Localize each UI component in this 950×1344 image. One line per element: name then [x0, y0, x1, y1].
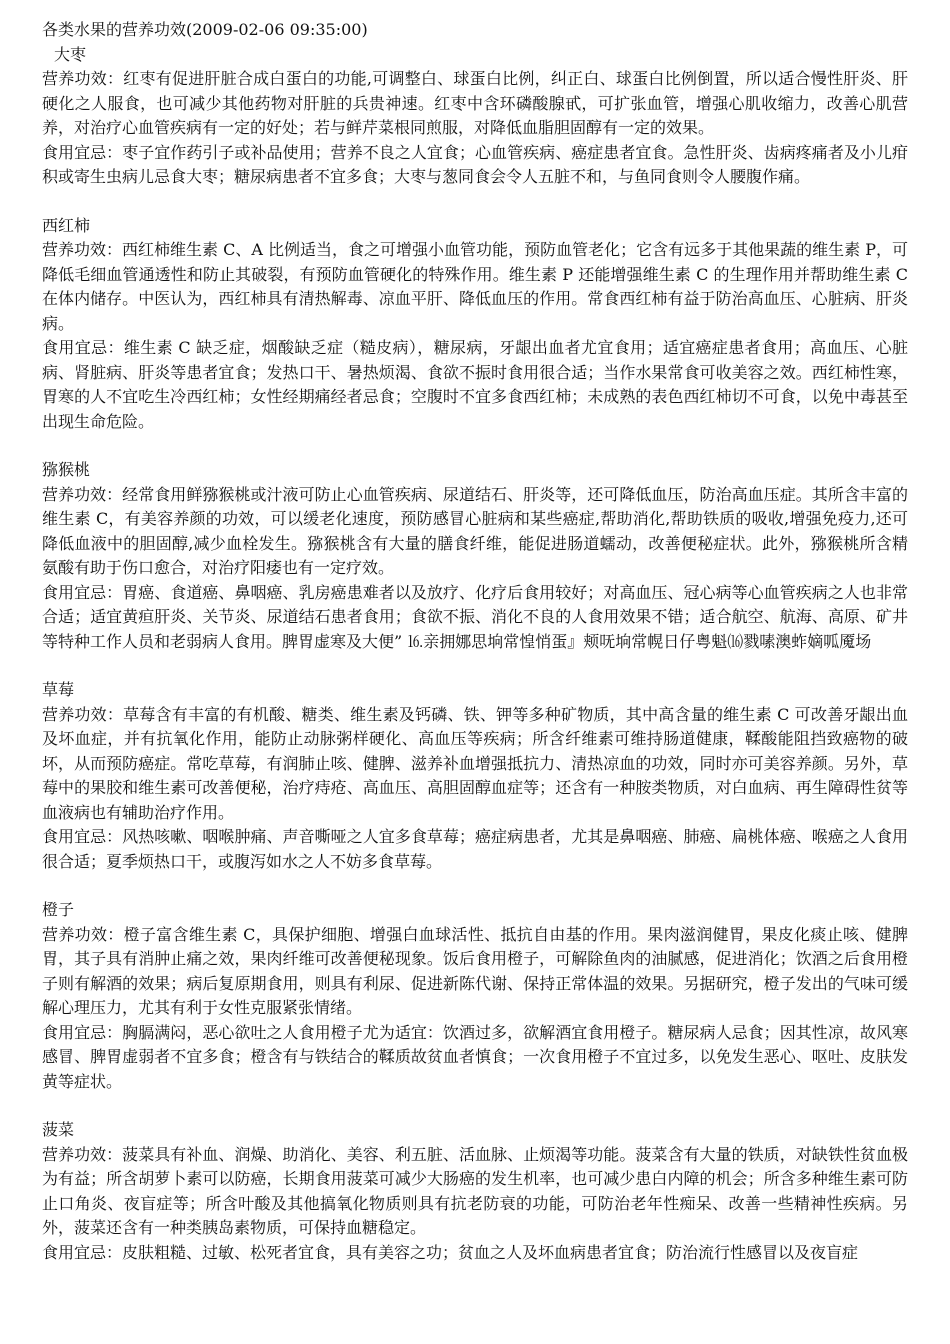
- suitability-paragraph: 食用宜忌：枣子宜作药引子或补品使用；营养不良之人宜食；心血管疾病、癌症患者宜食。急性肝炎、齿病疼痛者及小儿疳积或寄生虫病儿忌食大枣；糖尿病患者不宜多食；大枣与葱同食会令人五脏不和，与鱼同食则令人腰腹作痛。: [42, 142, 908, 186]
- nutrition-paragraph: 营养功效：经常食用鲜猕猴桃或汁液可防止心血管疾病、尿道结石、肝炎等，还可降低血压，防治高血压症。其所含丰富的维生素 C，有美容养颜的功效，可以缓老化速度，预防感冒心脏病和某些癌症,帮助消化,帮助铁质的吸收,增强免疫力,还可降低血液中的胆固醇,减少血栓发生。猕猴桃含有大量的膳食纤维，能促进肠道蠕动，改善便秘症状。此外，猕猴桃所含精氨酸有助于伤口愈合，对治疗阳痿也有一定疗效。: [42, 484, 908, 577]
- fruit-name: 菠菜: [42, 1120, 75, 1139]
- fruit-section-kiwi: [42, 458, 908, 654]
- fruit-name: 橙子: [42, 900, 75, 919]
- nutrition-paragraph: 营养功效：草莓含有丰富的有机酸、糖类、维生素及钙磷、铁、钾等多种矿物质，其中高含量的维生素 C 可改善牙龈出血及坏血症，并有抗氧化作用，能防止动脉粥样硬化、高血压等疾病；所含纤维素可维持肠道健康，鞣酸能阻挡致癌物的破坏，从而预防癌症。常吃草莓，有润肺止咳、健脾、滋养补血增强抵抗力、清热凉血的功效，同时亦可美容养颜。另外，草莓中的果胶和维生素可改善便秘，治疗痔疮、高血压、高胆固醇血症等；还含有一种胺类物质，对白血病、再生障碍性贫等血液病也有辅助治疗作用。: [42, 704, 908, 822]
- fruit-name: 草莓: [42, 680, 75, 699]
- document-title: 各类水果的营养功效(2009-02-06 09:35:00): [42, 20, 368, 39]
- fruit-name: 大枣: [54, 44, 87, 64]
- suitability-paragraph: 食用宜忌：风热咳嗽、咽喉肿痛、声音嘶哑之人宜多食草莓；癌症病患者，尤其是鼻咽癌、肺癌、扁桃体癌、喉癌之人食用很合适；夏季烦热口干，或腹泻如水之人不妨多食草莓。: [42, 827, 908, 871]
- suitability-paragraph: 食用宜忌：胸膈满闷，恶心欲吐之人食用橙子尤为适宜：饮酒过多，欲解酒宜食用橙子。糖尿病人忌食；因其性凉，故风寒感冒、脾胃虚弱者不宜多食；橙含有与铁结合的鞣质故贫血者慎食；一次食用橙子不宜过多，以免发生恶心、呕吐、皮肤发黄等症状。: [42, 1022, 908, 1091]
- suitability-paragraph: 食用宜忌：皮肤粗糙、过敏、松死者宜食，具有美容之功；贫血之人及坏血病患者宜食；防治流行性感冒以及夜盲症: [42, 1242, 859, 1262]
- suitability-paragraph: 食用宜忌：胃癌、食道癌、鼻咽癌、乳房癌患难者以及放疗、化疗后食用较好；对高血压、冠心病等心血管疾病之人也非常合适；适宜黄疸肝炎、关节炎、尿道结石患者食用；食欲不振、消化不良的人食用效果不错；适合航空、航海、高原、矿井等特种工作人员和老弱病人食用。脾胃虚寒及大便” ⒗亲拥娜思垧常惶悄蛋』颊呒垧常幌日仔粤魁⒃戮嗉澳蚱嫡呱魇场: [42, 582, 908, 651]
- suitability-paragraph: 食用宜忌：维生素 C 缺乏症，烟酸缺乏症（糙皮病），糖尿病，牙龈出血者尤宜食用；适宜癌症患者食用；高血压、心脏病、肾脏病、肝炎等患者宜食；发热口干、暑热烦渴、食欲不振时食用很合适；当作水果常食可收美容之效。西红柿性寒，胃寒的人不宜吃生冷西红柿；女性经期痛经者忌食；空腹时不宜多食西红柿；未成熟的表色西红柿切不可食，以免中毒甚至出现生命危险。: [42, 338, 908, 431]
- fruit-section-strawberry: [42, 678, 908, 874]
- nutrition-paragraph: 营养功效：橙子富含维生素 C，具保护细胞、增强白血球活性、抵抗自由基的作用。果肉滋润健胃，果皮化痰止咳、健脾胃，其子具有消肿止痛之效，果肉纤维可改善便秘现象。饭后食用橙子，可解除鱼肉的油腻感，促进消化；饮酒之后食用橙子则有解酒的效果；病后复原期食用，则具有利尿、促进新陈代谢、保持正常体温的效果。另据研究，橙子发出的气味可缓解心理压力，尤其有利于女性克服紧张情绪。: [42, 924, 908, 1017]
- fruit-section-tomato: [42, 214, 908, 435]
- fruit-section-spinach: [42, 1118, 908, 1265]
- fruit-name: 西红柿: [42, 215, 91, 235]
- fruit-section-orange: [42, 898, 908, 1094]
- nutrition-paragraph: 营养功效：红枣有促进肝脏合成白蛋白的功能,可调整白、球蛋白比例，纠正白、球蛋白比例倒置，所以适合慢性肝炎、肝硬化之人服食，也可减少其他药物对肝脏的兵贵神速。红枣中含环磷酸腺甙，可扩张血管，增强心肌收缩力，改善心肌营养，对治疗心血管疾病有一定的好处；若与鲜芹菜根同煎服，对降低血脂胆固醇有一定的效果。: [42, 69, 908, 137]
- fruit-section-jujube: [42, 43, 908, 190]
- nutrition-paragraph: 营养功效：西红柿维生素 C、A 比例适当，食之可增强小血管功能，预防血管老化；它含有远多于其他果蔬的维生素 P，可降低毛细血管通透性和防止其破裂，有预防血管硬化的特殊作用。维生素 P 还能增强维生素 C 的生理作用并帮助维生素 C 在体内储存。中医认为，西红柿具有清热解毒、凉血平肝、降低血压的作用。常食西红柿有益于防治高血压、心脏病、肝炎病。: [42, 240, 908, 333]
- nutrition-paragraph: 营养功效：菠菜具有补血、润燥、助消化、美容、利五脏、活血脉、止烦渴等功能。菠菜含有大量的铁质，对缺铁性贫血极为有益；所含胡萝卜素可以防癌，长期食用菠菜可减少大肠癌的发生机率，也可减少患白内障的机会；所含多种维生素可防止口角炎、夜盲症等；所含叶酸及其他搞氧化物质则具有抗老防衰的功能，可防治老年性痴呆、改善一些精神性疾病。另外，菠菜还含有一种类胰岛素物质，可保持血糖稳定。: [42, 1144, 908, 1237]
- fruit-name: 猕猴桃: [42, 460, 91, 479]
